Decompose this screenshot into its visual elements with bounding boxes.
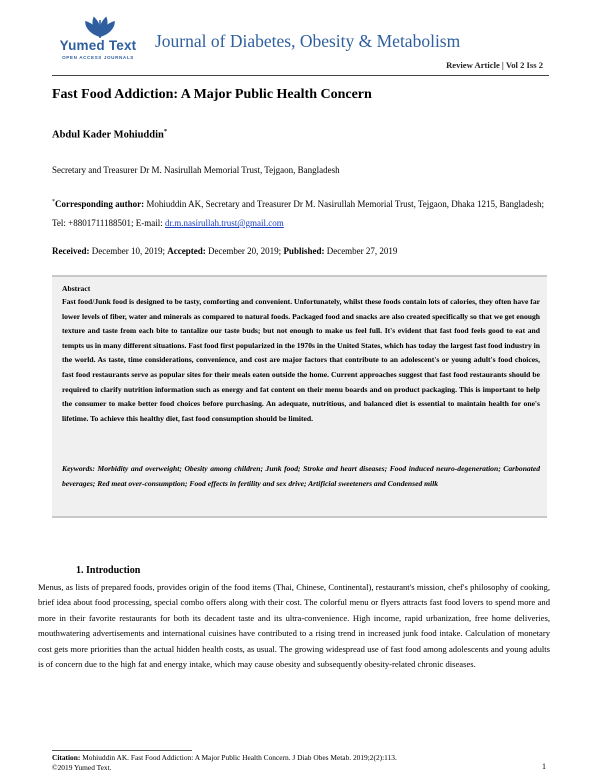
section-heading: 1. Introduction: [76, 565, 141, 576]
received-date: December 10, 2019;: [89, 246, 168, 256]
citation-label: Citation:: [52, 753, 81, 762]
accepted-label: Accepted:: [167, 246, 206, 256]
accepted-date: December 20, 2019;: [205, 246, 284, 256]
corresponding-text: Mohiuddin AK, Secretary and Treasurer Dr M. Nasirullah Memorial Trust, Tejgaon, Dhaka 1215, Bangladesh; Tel: +8801711188501; E-mail:: [52, 199, 545, 228]
introduction-text: Menus, as lists of prepared foods, provides origin of the food items (Thai, Chinese, Continental), restaurant's mission, chef's philosophy of cooking, brief idea about food processing, special combo offers along with their cost. The colorful menu or flyers attracts fast food lovers to spend more and more in their favorite restaurants for both its decadent taste and its ultra-convenience. High income, rapid urbanization, free home deliveries, mouthwatering advertisements and international cuisines have contributed to a rising trend in increased junk food intake. Calculation of monetary cost gets more priorities than the actual hidden health costs, as usual. The growing widespread use of fast food among adolescents and young adults is of concern due to the high fat and energy intake, which may cause obesity and subsequently obesity-related chronic diseases.: [38, 582, 550, 670]
received-label: Received:: [52, 246, 90, 256]
abstract-text: Fast food/Junk food is designed to be tasty, comforting and convenient. Unfortunately, whilst these foods contain lots of calories, they often have far lower levels of fiber, water and minerals as compared to natural foods. Packaged food and snacks are also created specifically so that we get enough texture and taste from each bite to tantalize our taste buds; but not enough to make us feel full. It's evident that fast food feels good to eat and tempts us in many different situations. Fast food first popularized in the 1970s in the United States, which has today the largest fast food industry in the world. As taste, time considerations, convenience, and cost are major factors that contribute to an adolescent's or young adult's food choices, fast food restaurants serve as popular sites for their meals eaten outside the home. Current approaches suggest that fast food restaurants should be required to clarify nutrition information such as energy and fat content on their menu boards and on product packaging. This is important to help the consumer to make better food choices before purchasing. An adequate, nutritious, and balanced diet is essential to maintain health for one's lifetime. To achieve this healthy diet, fast food consumption should be limited.: [62, 297, 540, 423]
logo-subtitle: OPEN ACCESS JOURNALS: [62, 55, 134, 60]
author-line: [52, 128, 167, 141]
keywords-label: Keywords:: [62, 464, 95, 473]
citation: [52, 753, 397, 763]
email-link[interactable]: dr.m.nasirullah.trust@gmail.com: [165, 218, 284, 228]
header-divider: [52, 75, 549, 76]
footer-divider: [52, 750, 192, 751]
journal-title: Journal of Diabetes, Obesity & Metabolism: [155, 31, 461, 51]
published-date: December 27, 2019: [324, 246, 398, 256]
keywords: [62, 462, 540, 491]
article-type-label: Review Article | Vol 2 Iss 2: [446, 60, 543, 70]
copyright: ©2019 Yumed Text.: [52, 763, 112, 772]
keywords-list: Morbidity and overweight; Obesity among children; Junk food; Stroke and heart diseases; Food induced neuro-degeneration; Carbonated beverages; Red meat over-consumption; Food effects in fertility and sex drive; Artificial sweeteners and Condensed milk: [62, 464, 540, 488]
corresponding-author: [52, 193, 552, 233]
logo-wordmark: Yumed Text: [59, 38, 137, 53]
author-mark: *: [163, 128, 168, 135]
author-name: Abdul Kader Mohiuddin: [52, 129, 164, 141]
page-number: 1: [542, 762, 546, 771]
paper-title: Fast Food Addiction: A Major Public Health Concern: [52, 87, 372, 102]
corresponding-label: Corresponding author:: [55, 199, 145, 209]
abstract-heading: Abstract: [62, 284, 91, 293]
publication-dates: [52, 246, 397, 256]
citation-text: Mohiuddin AK. Fast Food Addiction: A Major Public Health Concern. J Diab Obes Metab. 2019;2(2):113.: [80, 753, 397, 762]
corresponding-mark: *: [52, 199, 55, 205]
affiliation: Secretary and Treasurer Dr M. Nasirullah Memorial Trust, Tejgaon, Bangladesh: [52, 165, 340, 175]
published-label: Published:: [283, 246, 325, 256]
